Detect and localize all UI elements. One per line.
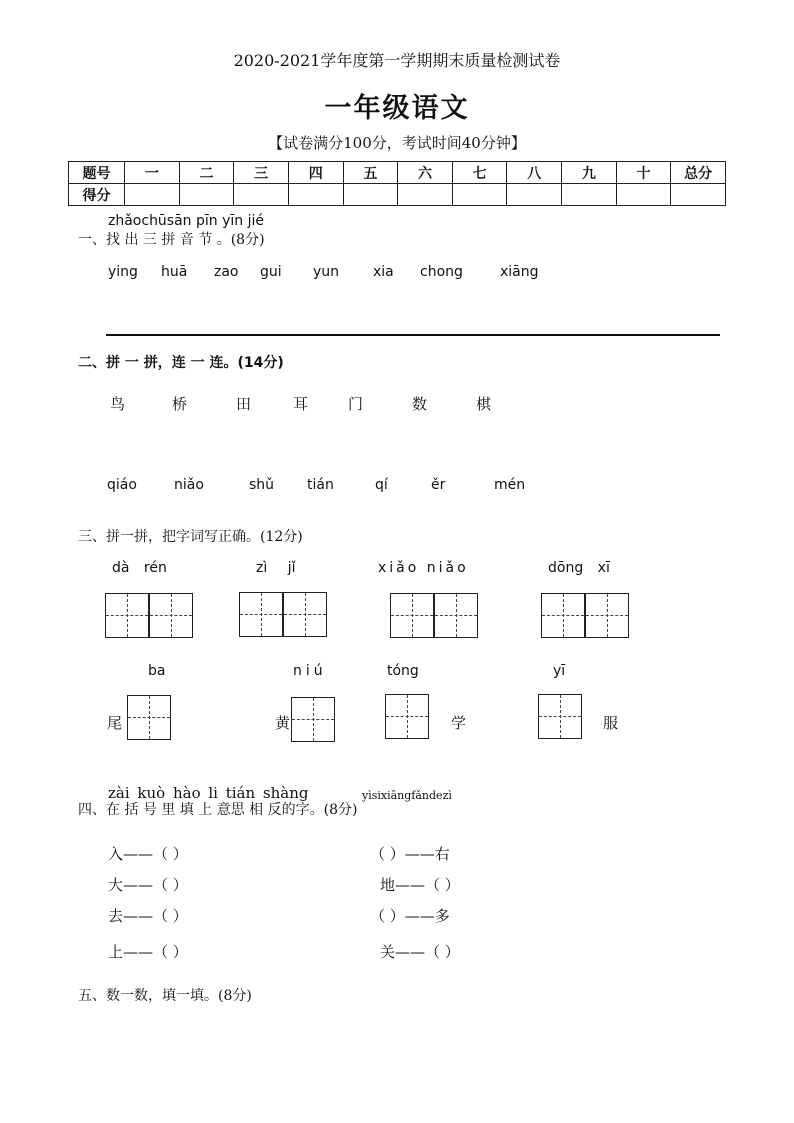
q3-word-pinyin: xiǎo niǎo [378,560,469,576]
q2-pinyin[interactable]: qiáo [107,477,137,493]
score-cell[interactable] [125,184,180,206]
score-cell[interactable] [288,184,343,206]
column-header: 七 [452,162,507,184]
writing-grid-box[interactable] [127,695,171,740]
q4-right-item[interactable]: 地——（ ） [380,876,460,894]
q2-pinyin[interactable]: tián [307,477,334,493]
score-cell[interactable] [616,184,671,206]
q1-pinyin-annotation: zhǎochūsān pīn yīn jié [108,213,264,229]
writing-grid-box[interactable] [390,593,434,638]
q4-left-item[interactable]: 去——（ ） [108,907,188,925]
q3-given-char: 服 [603,714,619,732]
q2-character[interactable]: 门 [348,395,364,413]
exam-info: 【试卷满分100分，考试时间40分钟】 [268,134,526,152]
writing-grid-box[interactable] [149,593,193,638]
q2-character[interactable]: 数 [412,395,428,413]
column-header: 十 [616,162,671,184]
column-header: 二 [179,162,234,184]
q4-left-item[interactable]: 大——（ ） [108,876,188,894]
writing-grid-box[interactable] [434,593,478,638]
q2-pinyin[interactable]: qí [375,477,388,493]
q5-heading: 五、数一数，填一填。(8分) [78,988,252,1004]
q2-pinyin[interactable]: shǔ [249,477,275,493]
q2-character[interactable]: 田 [236,395,252,413]
column-header: 四 [288,162,343,184]
column-header: 一 [125,162,180,184]
q4-left-item[interactable]: 入——（ ） [108,845,188,863]
q4-left-item[interactable]: 上——（ ） [108,943,188,961]
column-header: 八 [507,162,562,184]
writing-grid-box[interactable] [239,592,283,637]
q3-word-pinyin: zì jǐ [256,560,296,576]
q1-syllable: gui [260,264,282,280]
q3-given-char: 学 [451,714,467,732]
writing-grid-box[interactable] [105,593,149,638]
q4-pinyin-annotation-small: yìsixiāngfǎndezì [362,789,452,802]
writing-grid-box[interactable] [585,593,629,638]
q1-syllable: ying [108,264,138,280]
q1-heading: 一、找 出 三 拼 音 节 。(8分) [78,232,265,248]
q4-right-item[interactable]: （ ）——右 [370,845,450,863]
q2-character[interactable]: 耳 [293,395,309,413]
q1-syllable: zao [214,264,239,280]
q1-syllable: huā [161,264,188,280]
q2-pinyin[interactable]: mén [494,477,526,493]
q4-pinyin-annotation: zài kuò hào li tián shàng [108,784,309,802]
q2-character[interactable]: 鸟 [110,395,126,413]
column-header: 九 [562,162,617,184]
score-cell[interactable] [507,184,562,206]
q4-right-item[interactable]: 关——（ ） [380,943,460,961]
score-cell[interactable] [452,184,507,206]
q3-heading: 三、拼一拼，把字词写正确。(12分) [78,529,303,545]
q3-single-pinyin: yī [553,663,566,679]
q3-single-pinyin: ba [148,663,166,679]
q3-word-pinyin: dōng xī [548,560,610,576]
q3-word-pinyin: dà rén [112,560,167,576]
writing-grid-box[interactable] [291,697,335,742]
score-table [68,161,726,206]
q2-character[interactable]: 桥 [172,395,188,413]
q3-given-char: 尾 [107,714,123,732]
q3-single-pinyin: tóng [387,663,419,679]
column-header: 五 [343,162,398,184]
column-header: 六 [398,162,453,184]
q1-syllable: xiāng [500,264,539,280]
q3-single-pinyin: niú [293,663,327,679]
score-cell[interactable] [671,184,726,206]
q2-pinyin[interactable]: niǎo [174,477,204,493]
q2-pinyin[interactable]: ěr [431,477,446,493]
q2-heading: 二、拼 一 拼，连 一 连。(14分) [78,355,284,371]
score-cell[interactable] [562,184,617,206]
score-cell[interactable] [398,184,453,206]
score-cell[interactable] [343,184,398,206]
row-label-question: 题号 [69,162,125,184]
row-label-score: 得分 [69,184,125,206]
score-cell[interactable] [179,184,234,206]
q1-syllable: xia [373,264,394,280]
writing-grid-box[interactable] [385,694,429,739]
writing-grid-box[interactable] [283,592,327,637]
column-header: 总分 [671,162,726,184]
q1-answer-line[interactable] [106,334,720,336]
writing-grid-box[interactable] [541,593,585,638]
q1-syllable: chong [420,264,463,280]
q2-character[interactable]: 棋 [476,395,492,413]
score-cell[interactable] [234,184,289,206]
column-header: 三 [234,162,289,184]
q4-right-item[interactable]: （ ）——多 [370,907,450,925]
score-table-score-row [69,184,726,206]
q4-heading: 四、在 括 号 里 填 上 意思 相 反的字。(8分) [78,802,358,818]
writing-grid-box[interactable] [538,694,582,739]
q3-given-char: 黄 [275,714,291,732]
exam-title: 2020-2021学年度第一学期期末质量检测试卷 [233,51,561,70]
score-table-header-row [69,162,726,184]
q1-syllable: yun [313,264,340,280]
subject-title: 一年级语文 [324,93,470,124]
